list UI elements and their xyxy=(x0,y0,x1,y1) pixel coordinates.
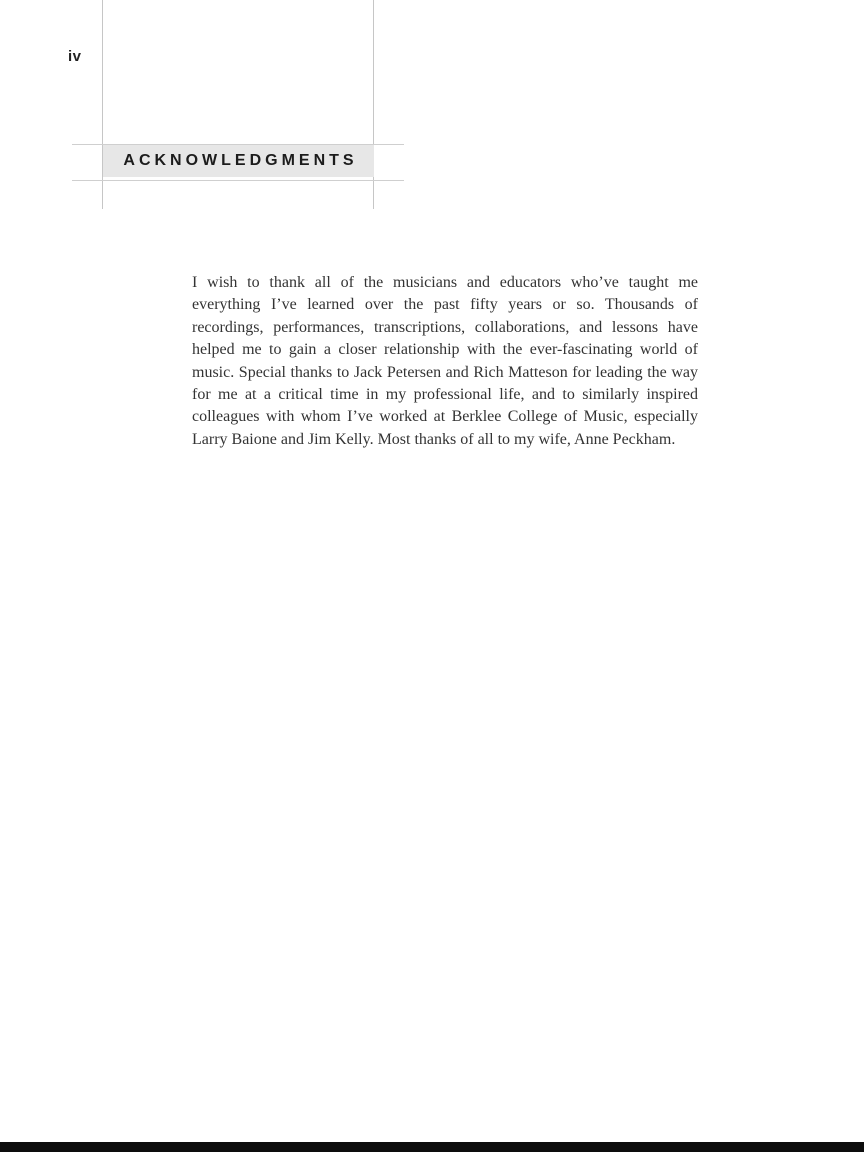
acknowledgments-header-box xyxy=(103,145,374,177)
page-title: ACKNOWLEDGMENTS xyxy=(123,152,358,169)
right-vertical-rule xyxy=(373,0,374,209)
scan-edge-bar xyxy=(0,1142,864,1152)
header-bottom-rule xyxy=(72,180,404,181)
left-vertical-rule xyxy=(102,0,103,209)
acknowledgments-paragraph: I wish to thank all of the musicians and educators who’ve taught me everything I’ve learned over the past fifty years or so. Thousands of recordings, performances, transcriptions, collaborations, and lessons have helped me to gain a closer relationship with the ever-fascinating world of music. Special thanks to Jack Petersen and Rich Matteson for leading the way for me at a critical time in my professional life, and to similarly inspired colleagues with whom I’ve worked at Berklee College of Music, especially Larry Baione and Jim Kelly. Most thanks of all to my wife, Anne Peckham. xyxy=(192,274,698,448)
page-number: iv xyxy=(68,48,82,65)
